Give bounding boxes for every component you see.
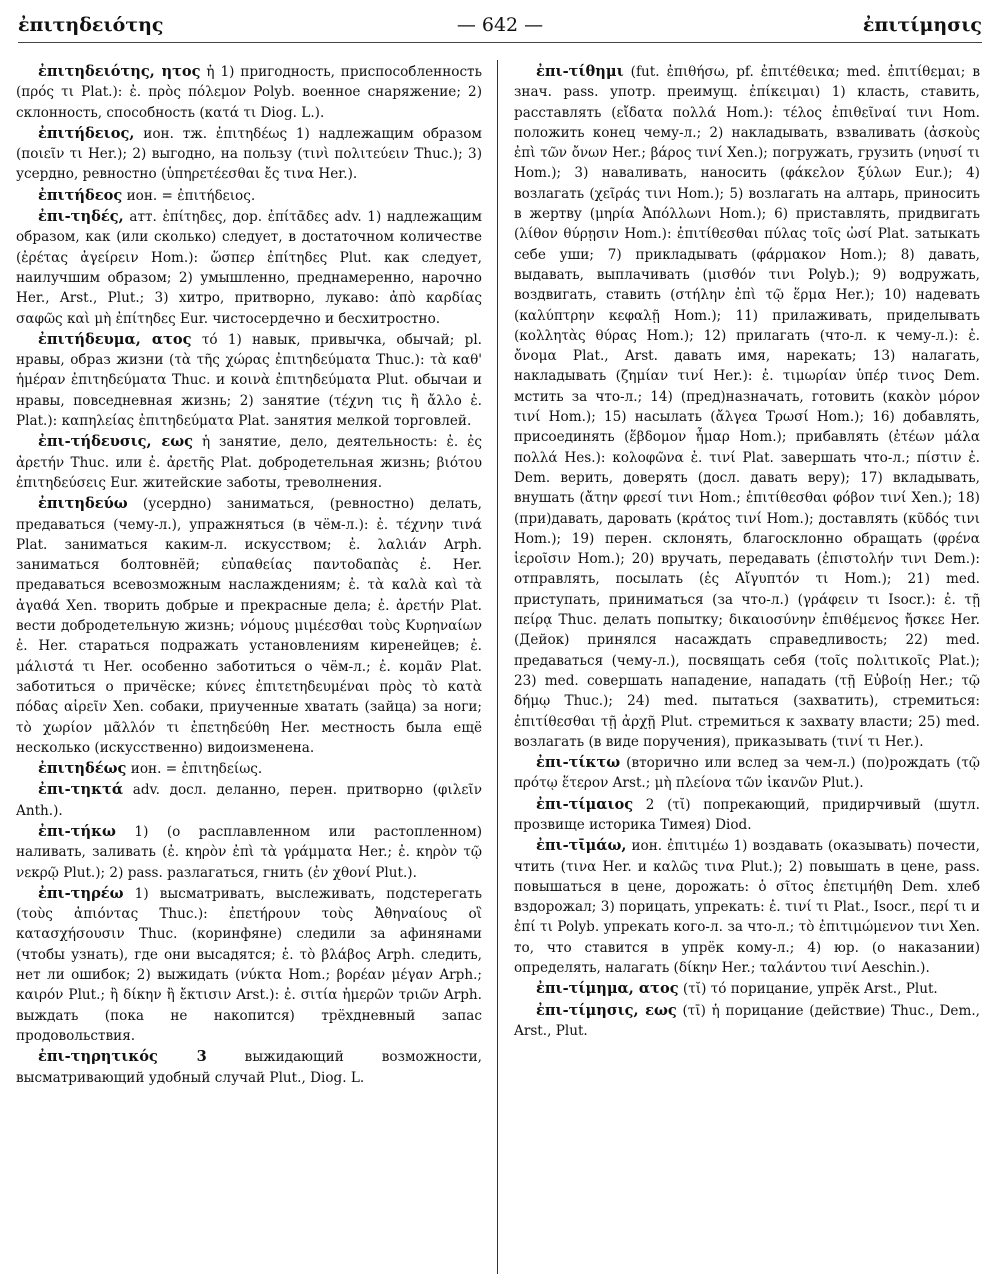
headword: ἐπιτήδειος, (38, 124, 135, 142)
definition: ион. = ἐπιτηδείως. (126, 761, 263, 778)
dictionary-entry (16, 884, 482, 1046)
dictionary-entry (514, 979, 980, 999)
dictionary-entry (16, 207, 482, 329)
headword: ἐπι-τηρητικός 3 (38, 1048, 207, 1066)
headword: ἐπι-τίθημι (536, 63, 624, 80)
definition: атт. ἐπίτηδες, дор. ἐπίτᾱδες adv. 1) надлежащим образом, как (или сколько) следует, в достаточном количестве (ἐρέτας ἀγείρειν Hom.): ὥσπερ ἐπίτηδες Plut. как следует, наилучшим образом; 2) умышленно, преднамеренно, нарочно Her., Arst., Plut.; 3) хитро, притворно, лукаво: ἀπὸ καρδίας σαφῶς καὶ μὴ ἐπίτηδες Eur. чистосердечно и бесхитростно. (16, 209, 482, 327)
headword: ἐπι-τίμημα, ατος (536, 980, 679, 998)
dictionary-entry (16, 1047, 482, 1088)
definition: (вторично или вслед за чем-л.) (по)рождать (τῷ πρότῳ ἕτερον Arst.; μὴ πλείονα τῶν ἱκανῶν Plut.). (514, 755, 980, 792)
dictionary-entry (16, 62, 482, 123)
header-right-guideword: ἐπιτίμησις (862, 14, 982, 36)
dictionary-entry (514, 62, 980, 752)
definition: (усердно) заниматься, (ревностно) делать, предаваться (чему-л.), упражняться (в чём-л.): ἐ. τέχνην τινά Plat. заниматься каким-л. искусством; ἐ. λαλιάν Arph. заниматься болтовнёй; εὐπαθείας παντοδαπὰς ἐ. Her. предаваться всевозможным наслаждениям; ἐ. τὰ καλὰ καὶ τὰ ἀγαθά Xen. творить добрые и прекрасные дела; ἐ. ἀρετήν Plat. вести добродетельную жизнь; νόμους μιμέεσθαι τοὺς Κυρηναίων ἐ. Her. стараться подражать установлениям киренейцев; ἐ. μάλιστά τι Her. особенно заботиться о чём-л.; ἐ. κομᾶν Plat. заботиться о причёске; κύνες ἐπιτετηδευμέναι πρὸς τὸ κατὰ πόδας αἱρεῖν Xen. собаки, приученные хватать (зайца) за ноги; τὸ χωρίον μᾶλλόν τι ἐπετηδεύθη Her. местность была ещё несколько (искусственно) видоизменена. (16, 496, 482, 756)
dictionary-entry (514, 753, 980, 794)
dictionary-entry (16, 330, 482, 431)
definition: τό 1) навык, привычка, обычай; pl. нравы, образ жизни (τὰ τῆς χώρας ἐπιτηδεύματα Thuc.): τὰ καθ' ἡμέραν ἐπιτηδεύματα Thuc. и κοινὰ ἐπιτηδεύματα Plut. обычаи и нравы, повседневная жизнь; 2) занятие (τέχνη τις ἢ ἄλλο ἐ. Plat.): καπηλείας ἐπιτηδεύματα Plat. занятия мелкой торговлей. (16, 331, 482, 430)
headword: ἐπι-τίκτω (536, 754, 621, 772)
definition: 1) (о расплавленном или растопленном) наливать, заливать (ἐ. κηρὸν ἐπὶ τὰ γράμματα Her.; ἐ. κηρὸν τῷ νεκρῷ Plut.); 2) pass. разлагаться, гнить (ἐν χθονί Plut.). (16, 823, 482, 881)
running-header (18, 14, 982, 43)
headword: ἐπι-τίμησις, εως (536, 1001, 677, 1019)
headword: ἐπιτηδεύω (38, 495, 128, 513)
headword: ἐπι-τῑμάω, (536, 837, 627, 855)
page-number: — 642 — (456, 14, 544, 36)
definition: ион. = ἐπιτήδειος. (122, 187, 256, 204)
headword: ἐπιτηδέως (38, 760, 127, 778)
definition: ἡ 1) пригодность, приспособленность (πρός τι Plat.): ἐ. πρὸς πόλεμον Polyb. военное снаряжение; 2) склонность, способность (κατά τι Diog. L.). (16, 64, 482, 121)
definition: (τῐ) τό порицание, упрёк Arst., Plut. (678, 981, 938, 998)
headword: ἐπι-τήκω (38, 822, 116, 840)
definition: ион. ἐπιτιμέω 1) воздавать (оказывать) почести, чтить (τινα Her. и καλῶς τινα Plut.); 2) повышать в цене, pass. повышаться в цене, дорожать: ὁ σῖτος ἐπετιμήθη Dem. хлеб вздорожал; 3) порицать, упрекать: ἐ. τινί τι Plat., Isocr., περί τι и ἐπί τι Polyb. упрекать кого-л. за что-л.; τὸ ἐπιτιμώμενον τινι Xen. то, что ставится в упрёк кому-л.; 4) юр. (о наказании) определять, налагать (δίκην Her.; ταλάντου τινί Aeschin.). (514, 838, 980, 977)
headword: ἐπι-τίμαιος (536, 795, 634, 813)
headword: ἐπιτηδειότης, ητος (38, 63, 201, 80)
headword: ἐπι-τηδές, (38, 208, 124, 226)
left-column (16, 62, 482, 1089)
dictionary-entry (16, 759, 482, 779)
definition: adv. досл. деланно, перен. притворно (φιλεῖν Anth.). (16, 782, 482, 819)
headword: ἐπιτήδευμα, ατος (38, 330, 192, 348)
dictionary-entry (16, 822, 482, 883)
dictionary-entry (16, 124, 482, 185)
headword: ἐπιτήδεος (38, 186, 123, 204)
definition: ион. тж. ἐπιτηδέως 1) надлежащим образом (ποιεῖν τι Her.); 2) выгодно, на пользу (τινὶ πολιτεύειν Thuc.); 3) усердно, ревностно (ὑπηρετέεσθαι ἔς τινα Her.). (16, 125, 482, 183)
dictionary-entry (16, 494, 482, 758)
dictionary-entry (16, 780, 482, 821)
definition: 2 (τῐ) попрекающий, придирчивый (шутл. прозвище историка Тимея) Diod. (514, 796, 980, 833)
right-column (514, 62, 980, 1042)
dictionary-entry (514, 1001, 980, 1042)
dictionary-entry (16, 432, 482, 493)
dictionary-entry (514, 836, 980, 978)
definition: (fut. ἐπιθήσω, pf. ἐπιτέθεικα; med. ἐπιτίθεμαι; в знач. pass. употр. преимущ. ἐπίκειμαι) 1) класть, ставить, расставлять (εἴδατα πολλά Hom.): τέλος ἐπιθεῖναί τινι Hom. положить конец чему-л.; 2) накладывать, взваливать (ἀσκοὺς ἐπὶ τῶν ὄνων Her.; βάρος τινί Xen.); погружать, грузить (νηυσί τι Hom.); 3) наваливать, наносить (φάκελον ξύλων Eur.); 4) возлагать (χεῖράς τινι Hom.); 5) возлагать на алтарь, приносить в жертву (μηρία Ἀπόλλωνι Hom.); 6) приставлять, придвигать (λίθον θύρῃσιν Hom.): ἐπιτίθεσθαι πύλας τοῖς ὠσί Plat. затыкать себе уши; 7) прикладывать (φάρμακον Hom.); 8) давать, выдавать, выплачивать (μισθόν τινι Polyb.); 9) водружать, воздвигать, ставить (στήλην ἐπὶ τῷ ἕρμα Her.); 10) надевать (καλύπτρην κεφαλῇ Hom.); 11) прилаживать, приделывать (κολλητὰς θύρας Hom.); 12) прилагать (что-л. к чему-л.): ἐ. ὄνομα Plat., Arst. давать имя, нарекать; 13) налагать, накладывать (ζημίαν τινί Her.): ἐ. τιμωρίαν ὑπέρ τινος Dem. мстить за что-л.; 14) (пред)назначать, готовить (κακὸν μόρον τινί Hom.); 15) насылать (ἄλγεα Τρωσί Hom.); 16) добавлять, присоединять (ἕβδομον ἦμαρ Hom.); прибавлять (ἐτέων μάλα πολλά Hes.): κολοφῶνα ἐ. τινί Plat. завершать что-л.; πίστιν ἐ. Dem. верить, доверять (досл. давать веру); 17) вкладывать, внушать (ἄτην φρεσί τινι Hom.; ἐπιτίθεσθαι φόβον τινί Xen.); 18) (при)давать, даровать (κράτος τινί Hom.); доставлять (κῦδός τινι Hom.); 19) перен. склонять, благосклонно обращать (φρένα ἱεροῖσιν Hom.); 20) вручать, передавать (ἐπιστολήν τινι Dem.): отправлять, посылать (ἐς Αἴγυπτόν τι Hom.); 21) med. приступать, приниматься (за что-л.) (γράφειν τι Isocr.): ἐ. τῇ πείρᾳ Thuc. делать попытку; δικαιοσύνην ἐπιθέμενος ἤσκεε Her. (Дейок) принялся насаждать справедливость; 22) med. предаваться (чему-л.), посвящать себя (τοῖς πολιτικοῖς Plat.); 23) med. совершать нападение, нападать (τῇ Εὐβοίῃ Her.; τῷ δήμῳ Thuc.); 24) med. пытаться (захватить), стремиться: ἐπιτίθεσθαι τῇ ἀρχῇ Plut. стремиться к захвату власти; 25) med. возлагать (в виде поручения), приказывать (τινί τι Her.). (514, 64, 980, 750)
column-divider (497, 60, 498, 1274)
headword: ἐπι-τηκτά (38, 781, 124, 799)
definition: (τῑ) ἡ порицание (действие) Thuc., Dem., Arst., Plut. (514, 1002, 981, 1039)
definition: ἡ занятие, дело, деятельность: ἐ. ἐς ἀρετήν Thuc. или ἐ. ἀρετῆς Plat. добродетельная жизнь; βιότου ἐπιτηδεύσεις Eur. житейские заботы, треволнения. (16, 434, 483, 491)
header-left-guideword: ἐπιτηδειότης (18, 14, 164, 36)
definition: выжидающий возможности, высматривающий удобный случай Plut., Diog. L. (16, 1049, 482, 1086)
headword: ἐπι-τηρέω (38, 884, 124, 902)
dictionary-entry (514, 795, 980, 836)
definition: 1) высматривать, выслеживать, подстерегать (τοὺς ἀπιόντας Thuc.): ἐπετήρουν τοὺς Ἀθηναίους οἳ κατασχήσουσιν Thuc. (коринфяне) следили за афинянами (чтобы узнать), где они высадятся; ἐ. τὸ βλάβος Arph. следить, нет ли ошибок; 2) выжидать (νύκτα Hom.; βορέαν μέγαν Arph.; καιρόν Plut.; ἢ δίκην ἢ ἔκτισιν Arst.): ἐ. σιτία ἡμερῶν τριῶν Arph. выждать (пока не накопится) трёхдневный запас продовольствия. (16, 885, 482, 1044)
dictionary-entry (16, 186, 482, 206)
headword: ἐπι-τήδευσις, εως (38, 433, 193, 451)
